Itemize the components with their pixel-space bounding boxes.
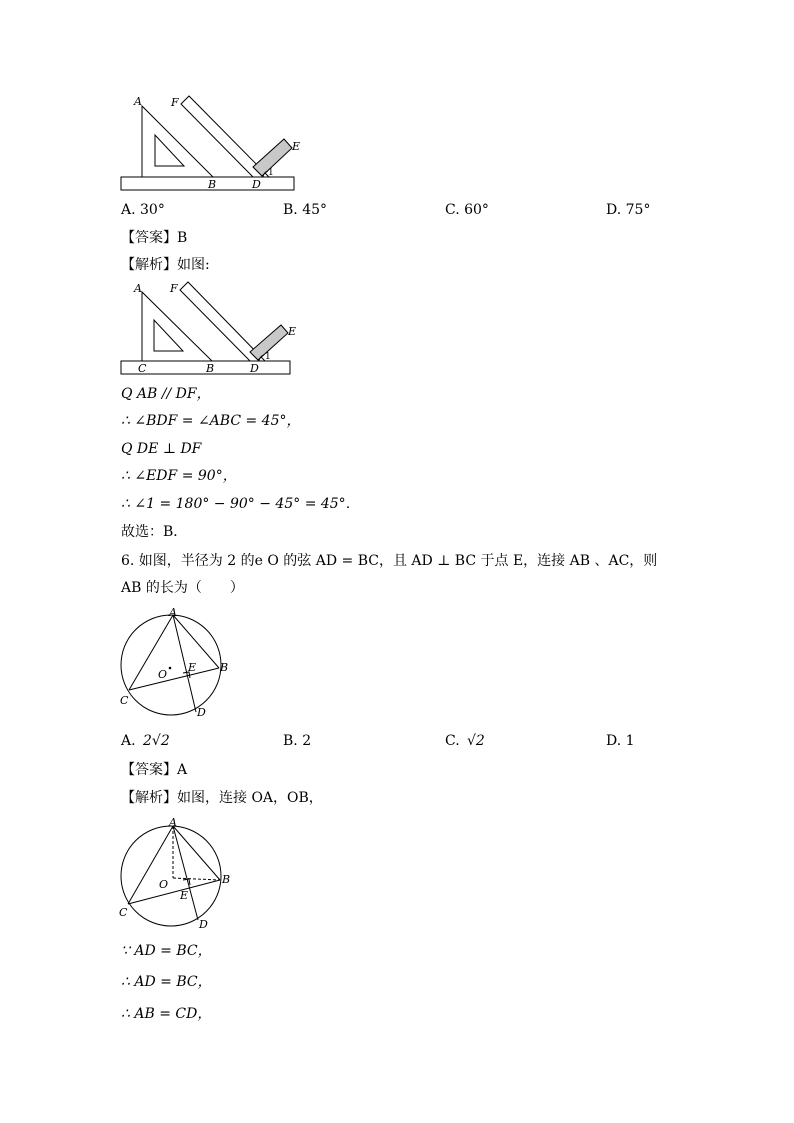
label-C: C bbox=[119, 906, 128, 919]
label-B: B bbox=[208, 178, 217, 191]
label-B: B bbox=[220, 661, 229, 674]
label-B: B bbox=[222, 873, 231, 886]
label-E: E bbox=[288, 325, 297, 338]
label-D: D bbox=[252, 178, 261, 191]
q5-step-1: Q AB // DF， bbox=[121, 386, 211, 402]
q5-step-3: Q DE ⊥ DF bbox=[121, 441, 202, 457]
label-C: C bbox=[120, 694, 129, 707]
label-A: A bbox=[134, 282, 142, 295]
q5-step-2: ∴ ∠BDF = ∠ABC = 45°， bbox=[121, 413, 301, 429]
q6-step-1: ∵ AD = BC， bbox=[121, 943, 212, 959]
option-d: D. 1 bbox=[606, 733, 635, 749]
label-D: D bbox=[197, 706, 206, 719]
q6-answer: 【答案】A bbox=[121, 762, 188, 778]
option-a-letter: A. bbox=[121, 733, 136, 749]
q5-step-4: ∴ ∠EDF = 90°， bbox=[121, 468, 237, 484]
option-a-value: 2√2 bbox=[143, 733, 170, 749]
label-F: F bbox=[171, 96, 179, 109]
label-E: E bbox=[188, 661, 197, 674]
chord-bc bbox=[128, 880, 220, 904]
q5-conclusion: 故选：B． bbox=[121, 524, 188, 540]
label-O: O bbox=[158, 668, 168, 681]
option-c-letter: C. bbox=[445, 733, 460, 749]
q5-answer: 【答案】B bbox=[121, 230, 188, 246]
label-C: C bbox=[138, 362, 147, 375]
q5-step-5: ∴ ∠1 = 180° − 90° − 45° = 45°． bbox=[121, 496, 360, 512]
segment-ac bbox=[128, 826, 173, 904]
q6-stem-line-1: 6. 如图，半径为 2 的e O 的弦 AD = BC，且 AD ⊥ BC 于点 E，连接 AB 、AC，则 bbox=[121, 553, 658, 569]
label-A: A bbox=[169, 816, 177, 829]
label-A: A bbox=[169, 606, 177, 619]
option-d: D. 75° bbox=[606, 202, 651, 218]
label-1: 1 bbox=[268, 168, 274, 178]
label-E: E bbox=[292, 140, 301, 153]
label-O: O bbox=[159, 878, 169, 891]
q6-analysis-intro: 【解析】如图，连接 OA，OB， bbox=[121, 790, 323, 806]
radius-ob bbox=[173, 878, 220, 880]
label-D: D bbox=[250, 362, 259, 375]
label-A: A bbox=[134, 95, 142, 108]
option-c-value: √2 bbox=[467, 733, 485, 749]
label-1: 1 bbox=[265, 352, 271, 362]
q5-analysis-intro: 【解析】如图: bbox=[121, 257, 210, 273]
label-D: D bbox=[199, 918, 208, 931]
label-B: B bbox=[206, 362, 215, 375]
option-a: A. 30° bbox=[121, 202, 165, 218]
q6-step-3: ∴ AB = CD， bbox=[121, 1006, 212, 1022]
q6-step-2: ∴ AD = BC， bbox=[121, 974, 212, 990]
circle-o bbox=[121, 826, 221, 926]
option-b: B. 45° bbox=[283, 202, 328, 218]
option-c: C. 60° bbox=[445, 202, 489, 218]
label-E: E bbox=[180, 889, 189, 902]
option-b: B. 2 bbox=[283, 733, 312, 749]
q6-stem-line-2: AB 的长为（ ） bbox=[121, 580, 244, 596]
label-F: F bbox=[170, 282, 178, 295]
